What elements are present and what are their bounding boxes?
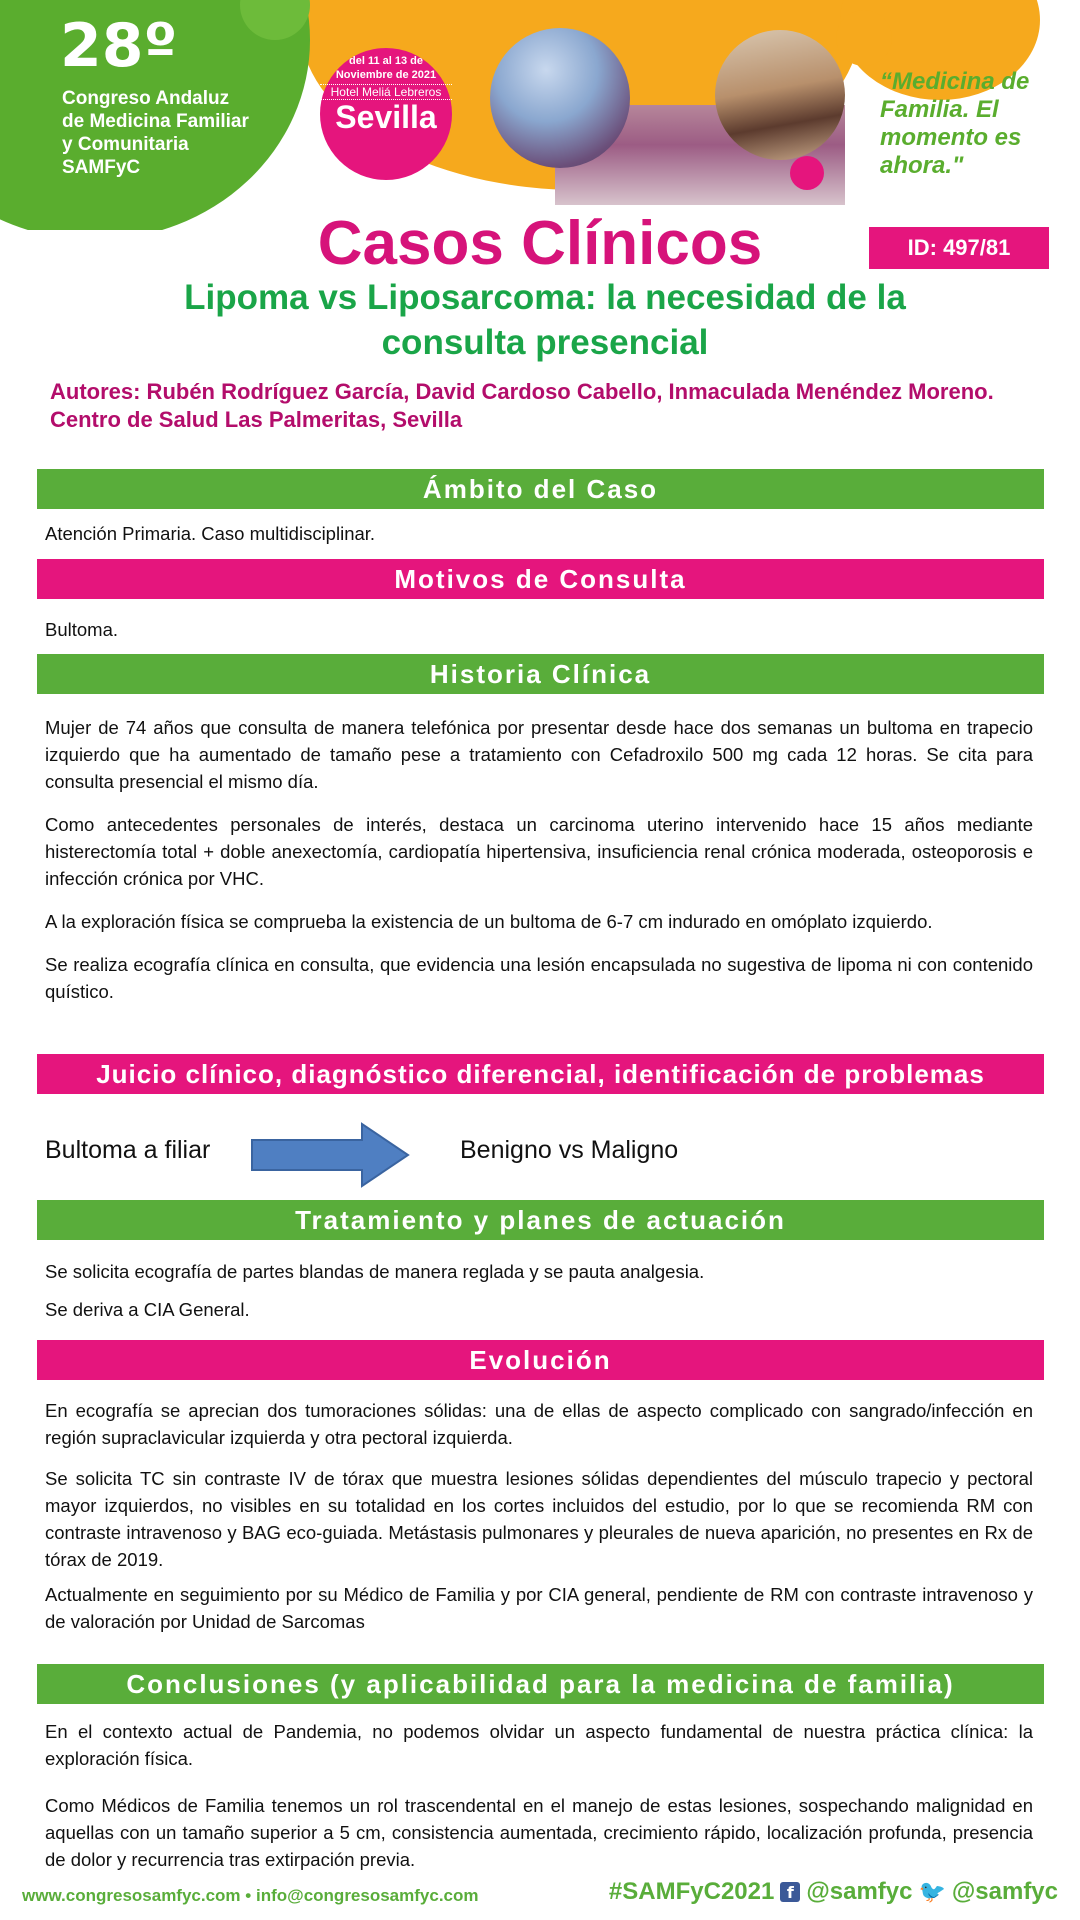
footer-social	[609, 1878, 1058, 1906]
paragraph: Mujer de 74 años que consulta de manera telefónica por presentar desde hace dos semanas un bultoma en trapecio izquierdo que ha aumentado de tamaño pese a tratamiento con Cefadroxilo 500 mg cada 12 horas. Se cita para consulta presencial el mismo día.	[45, 717, 1033, 792]
section-heading-evolucion: Evolución	[37, 1340, 1044, 1380]
facebook-icon[interactable]: f	[780, 1882, 800, 1902]
section-heading-conclusiones: Conclusiones (y aplicabilidad para la medicina de familia)	[37, 1664, 1044, 1704]
arrow-right-icon	[250, 1122, 410, 1188]
authors: Autores: Rubén Rodríguez García, David Cardoso Cabello, Inmaculada Menéndez Moreno. Centro de Salud Las Palmeritas, Sevilla	[50, 379, 994, 432]
diagnosis-right: Benigno vs Maligno	[460, 1136, 679, 1164]
bridge-photo	[715, 30, 845, 160]
footer-contact	[22, 1886, 479, 1906]
paragraph: Bultoma.	[45, 619, 119, 640]
page-title: Casos Clínicos	[317, 209, 763, 278]
twitter-icon[interactable]: 🐦	[918, 1879, 946, 1904]
dates-text: del 11 al 13 de Noviembre de 2021	[335, 55, 437, 81]
paragraph: Como antecedentes personales de interés, destaca un carcinoma uterino intervenido hace 15 años mediante histerectomía total + doble anexectomía, cardiopatía hipertensiva, insuficiencia renal crónica moderada, osteoporosis e infección crónica por VHC.	[45, 814, 1033, 889]
section-heading-historia: Historia Clínica	[37, 654, 1044, 694]
hotel-name: Hotel Meliá Lebreros	[320, 84, 452, 100]
section-body-ambito	[45, 520, 1033, 547]
congress-number: 28º	[60, 11, 178, 81]
congress-name-line: de Medicina Familiar	[62, 111, 249, 132]
orange-dot	[836, 10, 892, 66]
section-heading-ambito: Ámbito del Caso	[37, 469, 1044, 509]
sculpture-photo	[490, 28, 630, 168]
congress-name	[62, 87, 282, 179]
paragraph: Atención Primaria. Caso multidisciplinar.	[45, 523, 376, 544]
diagnosis-left: Bultoma a filiar	[45, 1136, 211, 1164]
twitter-handle[interactable]: @samfyc	[951, 1878, 1058, 1905]
slogan-quote: “Medicina de Familia. El momento es ahora."	[880, 68, 1030, 179]
website-link[interactable]: www.congresosamfyc.com	[22, 1886, 241, 1905]
paragraph: Como Médicos de Familia tenemos un rol trascendental en el manejo de estas lesiones, sospechando malignidad en aquellas con un tamaño superior a 5 cm, consistencia aumentada, crecimiento rápido, localización profunda, presencia de dolor y recurrencia tras extirpación previa.	[45, 1795, 1033, 1870]
paragraph: Se solicita ecografía de partes blandas de manera reglada y se pauta analgesia.	[45, 1261, 705, 1282]
paragraph: Actualmente en seguimiento por su Médico de Familia y por CIA general, pendiente de RM con contraste intravenoso y de valoración por Unidad de Sarcomas	[45, 1584, 1033, 1632]
section-body-historia	[45, 714, 1033, 1005]
separator: •	[245, 1886, 252, 1905]
paragraph: En el contexto actual de Pandemia, no podemos olvidar un aspecto fundamental de nuestra práctica clínica: la exploración física.	[45, 1721, 1033, 1769]
section-heading-motivos: Motivos de Consulta	[37, 559, 1044, 599]
facebook-handle[interactable]: @samfyc	[806, 1878, 913, 1905]
paragraph: Se solicita TC sin contraste IV de tórax que muestra lesiones sólidas dependientes del músculo trapecio y pectoral mayor izquierdos, no visibles en su totalidad en los cortes incluidos del estudio, por lo que se recomienda RM con contraste intravenoso y BAG eco-guiada. Metástasis pulmonares y pleurales de nueva aparición, no presentes en Rx de tórax de 2019.	[45, 1468, 1033, 1570]
magenta-dot	[790, 156, 824, 190]
event-dates	[320, 54, 452, 134]
city-name: Sevilla	[335, 99, 437, 135]
case-subtitle: Lipoma vs Liposarcoma: la necesidad de la consulta presencial	[184, 278, 906, 362]
paragraph: Se realiza ecografía clínica en consulta, que evidencia una lesión encapsulada no sugestiva de lipoma ni con contenido quístico.	[45, 954, 1033, 1002]
paragraph: En ecografía se aprecian dos tumoraciones sólidas: una de ellas de aspecto complicado con sangrado/infección en región supraclavicular izquierda y otra pectoral izquierda.	[45, 1400, 1033, 1448]
section-body-evolucion	[45, 1397, 1033, 1635]
section-body-conclusiones	[45, 1718, 1033, 1873]
paragraph: A la exploración física se comprueba la existencia de un bultoma de 6-7 cm indurado en omóplato izquierdo.	[45, 911, 933, 932]
section-body-tratamiento	[45, 1258, 1033, 1323]
email-link[interactable]: info@congresosamfyc.com	[255, 1886, 479, 1905]
section-heading-juicio: Juicio clínico, diagnóstico diferencial, identificación de problemas	[37, 1054, 1044, 1094]
case-id-badge: ID: 497/81	[869, 227, 1049, 269]
section-heading-tratamiento: Tratamiento y planes de actuación	[37, 1200, 1044, 1240]
congress-name-line: y Comunitaria	[62, 134, 189, 155]
congress-name-line: Congreso Andaluz	[62, 88, 230, 109]
hashtag: #SAMFyC2021	[608, 1878, 775, 1905]
section-body-motivos	[45, 616, 1033, 643]
congress-name-line: SAMFyC	[62, 157, 141, 178]
paragraph: Se deriva a CIA General.	[45, 1299, 250, 1320]
